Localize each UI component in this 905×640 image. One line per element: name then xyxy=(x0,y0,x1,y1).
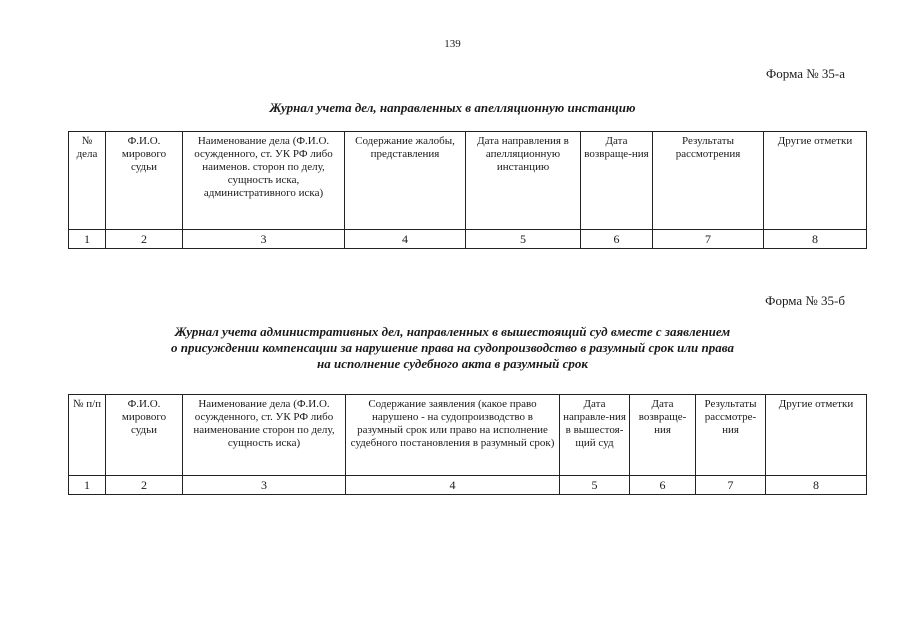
column-number: 2 xyxy=(106,230,183,249)
header-cell: Результаты рассмотре-ния xyxy=(696,395,766,476)
header-cell: Дата направления в апелляционную инстанцию xyxy=(466,132,581,230)
form-35a-table xyxy=(68,131,867,249)
column-number: 4 xyxy=(345,230,466,249)
form-35a-number-row xyxy=(69,230,867,249)
header-cell: Другие отметки xyxy=(764,132,867,230)
column-number: 3 xyxy=(183,230,345,249)
page-number: 139 xyxy=(444,38,461,50)
header-cell: Содержание заявления (какое право нарушено - на судопроизводство в разумный срок или право на исполнение судебного постановления в разумный срок) xyxy=(346,395,560,476)
form-35b-number-row xyxy=(69,476,867,495)
header-cell: Содержание жалобы, представления xyxy=(345,132,466,230)
header-cell: Дата возвраще-ния xyxy=(630,395,696,476)
header-cell: Наименование дела (Ф.И.О. осужденного, ст. УК РФ либо наименов. сторон по делу, сущность иска, административного иска) xyxy=(183,132,345,230)
form-35a-label: Форма № 35-а xyxy=(766,66,845,81)
form-35b-title xyxy=(0,324,905,372)
form-35a-title: Журнал учета дел, направленных в апелляционную инстанцию xyxy=(269,100,636,115)
column-number: 6 xyxy=(581,230,653,249)
column-number: 5 xyxy=(466,230,581,249)
column-number: 5 xyxy=(560,476,630,495)
header-cell: Наименование дела (Ф.И.О. осужденного, ст. УК РФ либо наименование сторон по делу, сущность иска) xyxy=(183,395,346,476)
column-number: 4 xyxy=(346,476,560,495)
column-number: 2 xyxy=(106,476,183,495)
column-number: 7 xyxy=(696,476,766,495)
column-number: 7 xyxy=(653,230,764,249)
form-35b-table xyxy=(68,394,867,495)
form-35b-header-row xyxy=(69,395,867,476)
form-35b-title-line: Журнал учета административных дел, направленных в вышестоящий суд вместе с заявлением xyxy=(174,324,731,339)
form-35a-header-row xyxy=(69,132,867,230)
header-cell: Другие отметки xyxy=(766,395,867,476)
header-cell: Ф.И.О. мирового судьи xyxy=(106,132,183,230)
header-cell: № дела xyxy=(69,132,106,230)
column-number: 8 xyxy=(764,230,867,249)
header-cell: Ф.И.О. мирового судьи xyxy=(106,395,183,476)
column-number: 6 xyxy=(630,476,696,495)
column-number: 8 xyxy=(766,476,867,495)
column-number: 3 xyxy=(183,476,346,495)
header-cell: Результаты рассмотрения xyxy=(653,132,764,230)
header-cell: № п/п xyxy=(69,395,106,476)
form-35b-title-line: о присуждении компенсации за нарушение права на судопроизводство в разумный срок или права xyxy=(171,340,734,355)
header-cell: Дата направле-ния в вышестоя-щий суд xyxy=(560,395,630,476)
header-cell: Дата возвраще-ния xyxy=(581,132,653,230)
column-number: 1 xyxy=(69,476,106,495)
column-number: 1 xyxy=(69,230,106,249)
form-35b-label: Форма № 35-б xyxy=(765,293,845,308)
form-35b-title-line: на исполнение судебного акта в разумный срок xyxy=(317,356,588,371)
